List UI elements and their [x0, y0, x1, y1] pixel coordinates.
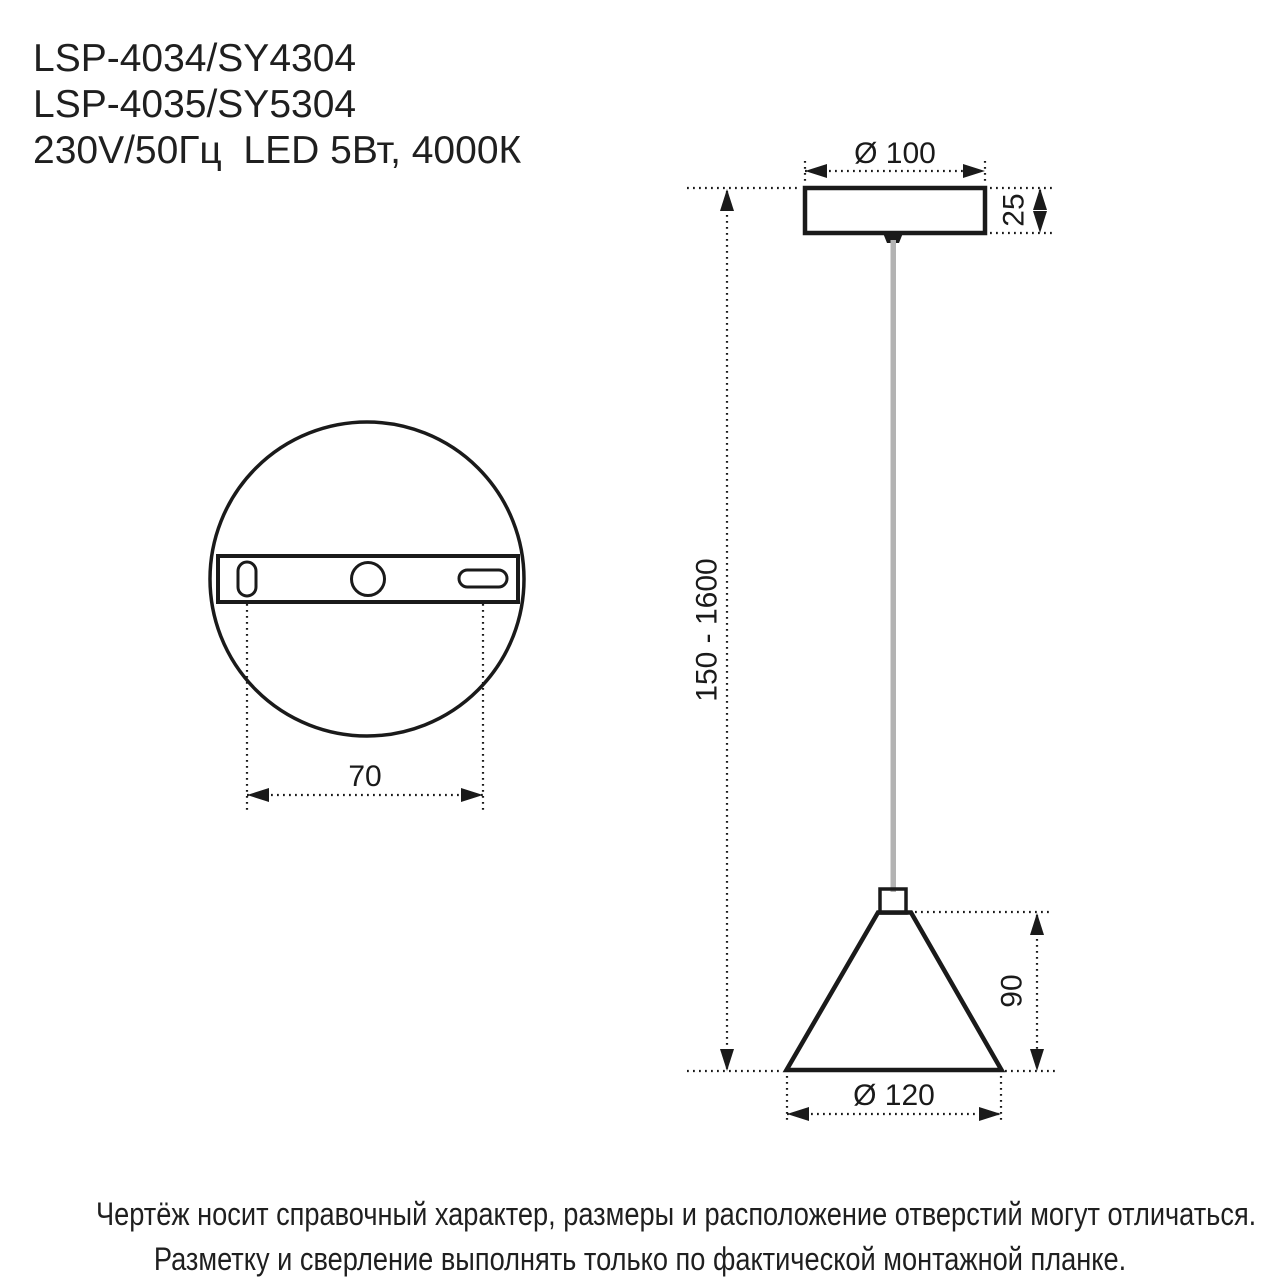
- arrowhead-down: [1030, 1049, 1044, 1071]
- arrowhead-down: [720, 1049, 734, 1071]
- arrowhead-right: [963, 164, 985, 178]
- dimension-label-shade-diameter: Ø 120: [853, 1079, 935, 1112]
- electrical-specs: 230V/50Гц LED 5Вт, 4000К: [33, 129, 522, 172]
- dimension-shade-diameter: [787, 1076, 1001, 1124]
- dimension-label-canopy-diameter: Ø 100: [854, 137, 936, 170]
- arrowhead-up: [720, 189, 734, 211]
- pendant-side-view: [787, 188, 1002, 1070]
- center-cable-hole: [352, 563, 385, 596]
- dimension-label-canopy-height: 25: [997, 193, 1031, 227]
- suspension-cable: [891, 240, 897, 892]
- arrowhead-up: [1030, 913, 1044, 935]
- mounting-plate-top-view: [210, 422, 524, 736]
- arrowhead-left: [805, 164, 827, 178]
- ceiling-canopy: [805, 188, 985, 233]
- disclaimer-line-2: Разметку и сверление выполнять только по фактической монтажной планке.: [153, 1241, 1127, 1277]
- arrowhead-left: [787, 1107, 809, 1121]
- cone-shade: [787, 913, 1002, 1071]
- model-number-2: LSP-4035/SY5304: [33, 83, 357, 126]
- dimension-canopy-diameter: [805, 137, 985, 185]
- model-number-1: LSP-4034/SY4304: [33, 37, 357, 80]
- arrowhead-up: [1033, 188, 1047, 210]
- dimension-plate-hole-spacing: [247, 604, 483, 812]
- dimension-shade-height: [915, 912, 1055, 1071]
- right-slot-hole: [459, 570, 507, 587]
- dimension-label-suspension-range: 150 - 1600: [690, 558, 724, 702]
- arrowhead-right: [461, 788, 483, 802]
- arrowhead-right: [979, 1107, 1001, 1121]
- dimension-suspension-range: [687, 188, 800, 1071]
- lamp-socket: [880, 889, 906, 913]
- dimension-label-shade-height: 90: [995, 974, 1029, 1008]
- disclaimer-line-1: Чертёж носит справочный характер, размеры и расположение отверстий могут отличаться.: [96, 1196, 1257, 1232]
- disclaimer-note: [0, 1192, 1280, 1280]
- arrowhead-left: [247, 788, 269, 802]
- dimension-label-70: 70: [348, 760, 382, 793]
- left-slot-hole: [238, 562, 256, 596]
- arrowhead-down: [1033, 211, 1047, 233]
- dimension-canopy-height: [990, 188, 1052, 233]
